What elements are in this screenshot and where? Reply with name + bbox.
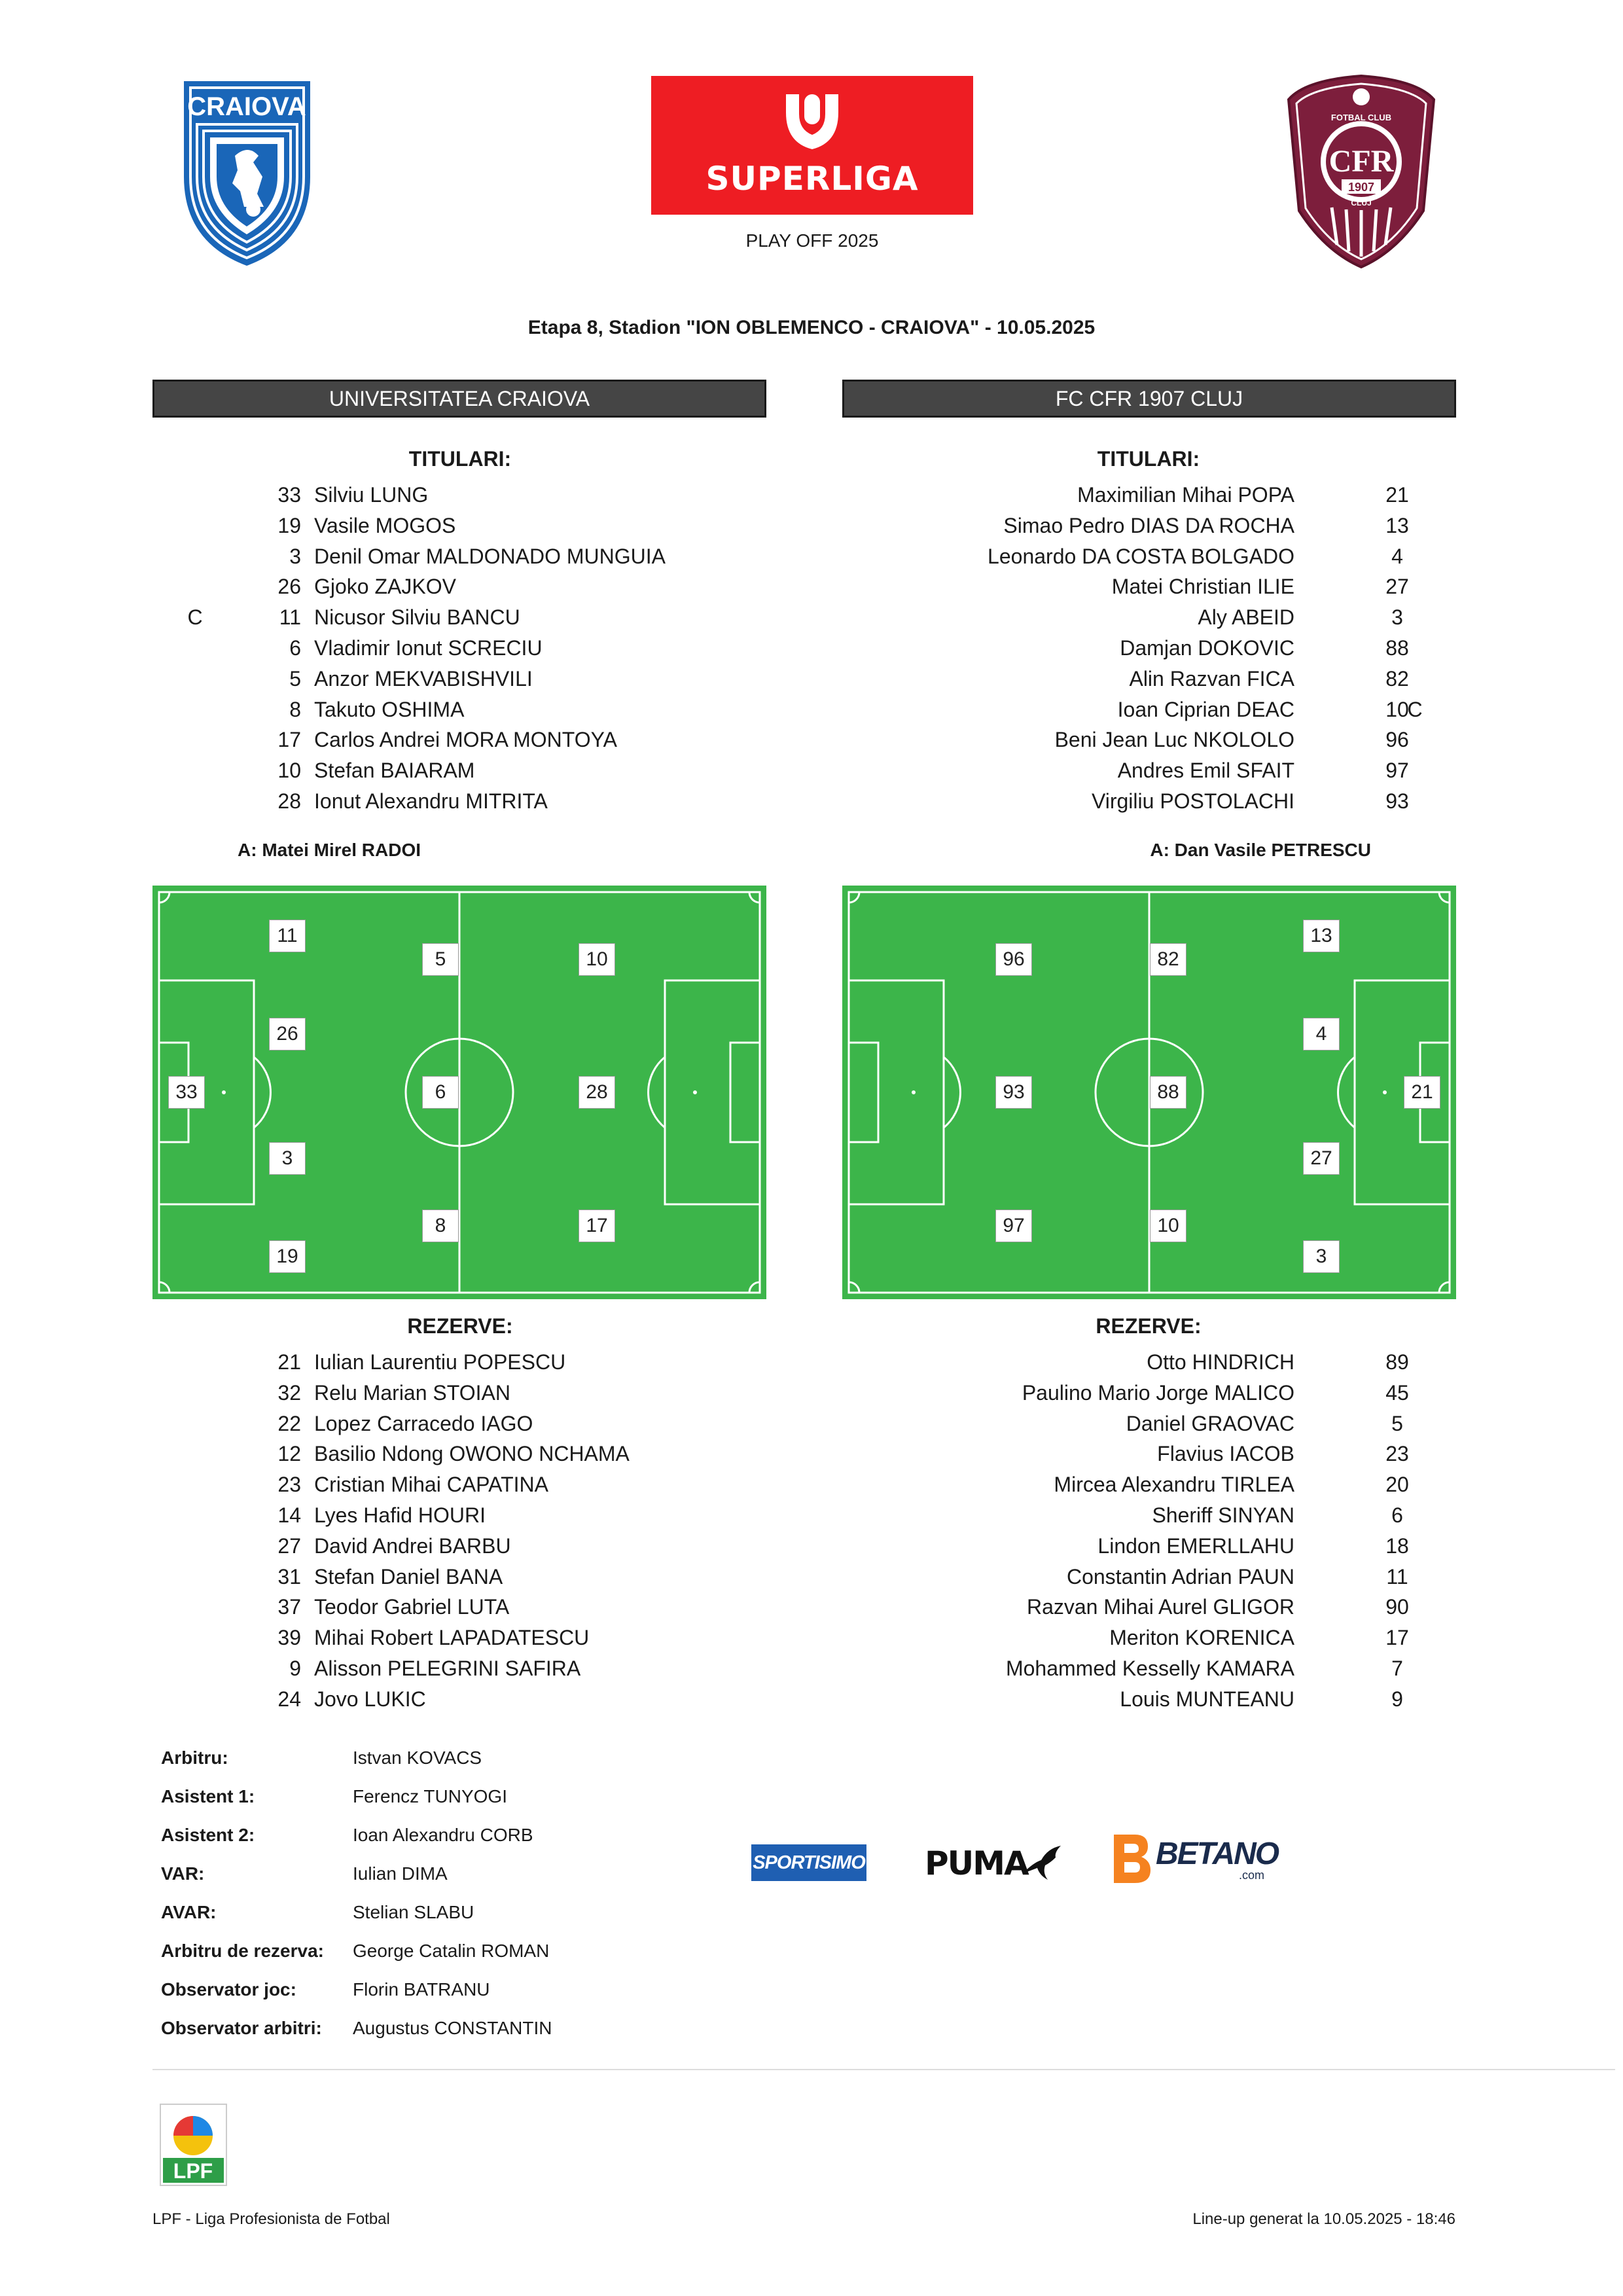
player-shirt: 3	[269, 1142, 306, 1175]
away-coach: A: Dan Vasile PETRESCU	[1150, 840, 1371, 860]
player-name: Maximilian Mihai POPA	[1077, 483, 1294, 507]
player-name: Vasile MOGOS	[314, 513, 456, 537]
superliga-word: SUPERLIGA	[705, 160, 919, 198]
player-row	[842, 1347, 1456, 1378]
player-row	[152, 1531, 766, 1562]
player-shirt: 4	[1303, 1018, 1340, 1050]
cfr-crest-logo	[1286, 73, 1436, 270]
player-number: 33	[277, 483, 301, 507]
footer-divider	[152, 2069, 1615, 2070]
away-starters-title: TITULARI:	[1097, 447, 1200, 471]
player-number: 11	[279, 605, 301, 630]
player-shirt: 10	[1150, 1210, 1186, 1242]
player-number: 27	[1385, 575, 1409, 599]
player-number: 12	[277, 1442, 301, 1466]
player-shirt: 93	[995, 1076, 1032, 1109]
player-number: 96	[1385, 728, 1409, 752]
player-name: Basilio Ndong OWONO NCHAMA	[314, 1442, 630, 1466]
player-name: Damjan DOKOVIC	[1120, 636, 1294, 660]
player-name: Mihai Robert LAPADATESCU	[314, 1626, 590, 1650]
official-row	[161, 1970, 619, 2009]
player-name: Aly ABEID	[1198, 605, 1294, 630]
player-shirt: 26	[269, 1018, 306, 1050]
official-name: George Catalin ROMAN	[353, 1941, 550, 1961]
puma-logo	[925, 1839, 1062, 1885]
player-name: Daniel GRAOVAC	[1126, 1411, 1294, 1435]
player-row	[842, 1623, 1456, 1653]
player-shirt: 97	[995, 1210, 1032, 1242]
player-number: 28	[277, 789, 301, 813]
player-row	[152, 1562, 766, 1592]
superliga-logo	[651, 76, 973, 215]
player-number: 6	[289, 636, 301, 660]
player-name: Andres Emil SFAIT	[1117, 759, 1294, 783]
player-row	[842, 1378, 1456, 1408]
player-row	[152, 541, 766, 572]
player-row	[152, 511, 766, 541]
player-name: Stefan Daniel BANA	[314, 1564, 503, 1588]
home-coach: A: Matei Mirel RADOI	[238, 840, 421, 860]
player-shirt: 17	[579, 1210, 615, 1242]
player-number: 20	[1385, 1473, 1409, 1497]
cfr-crest-year: 1907	[1347, 181, 1375, 194]
official-name: Iulian DIMA	[353, 1863, 448, 1884]
player-row	[152, 755, 766, 786]
player-row	[842, 1592, 1456, 1623]
away-formation-pitch	[842, 886, 1456, 1299]
player-row	[152, 571, 766, 602]
officials-table	[161, 1738, 619, 2047]
player-number: 8	[289, 697, 301, 721]
player-number: 21	[1385, 483, 1409, 507]
player-name: Relu Marian STOIAN	[314, 1380, 510, 1405]
player-name: Denil Omar MALDONADO MUNGUIA	[314, 544, 666, 568]
footer-organization: LPF - Liga Profesionista de Fotbal	[152, 2210, 390, 2228]
player-shirt: 27	[1303, 1142, 1340, 1175]
player-row	[842, 511, 1456, 541]
player-name: Simao Pedro DIAS DA ROCHA	[1003, 513, 1294, 537]
player-row	[152, 725, 766, 755]
player-row	[842, 1408, 1456, 1439]
player-row	[842, 633, 1456, 664]
player-number: 4	[1391, 544, 1403, 568]
player-row	[842, 1531, 1456, 1562]
away-team-bar: FC CFR 1907 CLUJ	[842, 380, 1456, 418]
player-row	[152, 1347, 766, 1378]
official-role: Observator arbitri:	[161, 2018, 322, 2038]
player-number: 10	[1385, 697, 1409, 721]
official-name: Augustus CONSTANTIN	[353, 2018, 552, 2038]
player-name: Mohammed Kesselly KAMARA	[1005, 1656, 1294, 1680]
sportisimo-logo: SPORTISIMO	[751, 1844, 866, 1881]
official-row	[161, 1816, 619, 1854]
player-number: 13	[1385, 513, 1409, 537]
player-number: 88	[1385, 636, 1409, 660]
pitch-markings	[152, 886, 766, 1299]
player-row	[152, 633, 766, 664]
player-row	[152, 1378, 766, 1408]
player-row	[842, 1500, 1456, 1531]
player-shirt: 10	[579, 943, 615, 976]
player-shirt: 11	[269, 920, 306, 952]
official-role: Asistent 2:	[161, 1825, 255, 1845]
player-name: Lopez Carracedo IAGO	[314, 1411, 533, 1435]
player-number: 97	[1385, 759, 1409, 783]
home-reserves-title: REZERVE:	[407, 1314, 513, 1338]
player-row	[842, 602, 1456, 633]
player-row	[152, 694, 766, 725]
cfr-crest-bottom-text: CLUJ	[1351, 198, 1372, 207]
player-name: Vladimir Ionut SCRECIU	[314, 636, 543, 660]
player-name: Sheriff SINYAN	[1152, 1503, 1294, 1527]
official-row	[161, 1854, 619, 1893]
player-name: Virgiliu POSTOLACHI	[1091, 789, 1294, 813]
official-row	[161, 1738, 619, 1777]
player-name: Teodor Gabriel LUTA	[314, 1595, 510, 1619]
official-role: Asistent 1:	[161, 1786, 255, 1806]
player-shirt: 21	[1404, 1076, 1440, 1109]
home-formation-pitch	[152, 886, 766, 1299]
player-row	[152, 1623, 766, 1653]
player-row	[842, 571, 1456, 602]
cfr-crest-top-text: FOTBAL CLUB	[1330, 113, 1392, 122]
player-number: 19	[277, 513, 301, 537]
official-name: Florin BATRANU	[353, 1979, 490, 2000]
player-name: Beni Jean Luc NKOLOLO	[1054, 728, 1294, 752]
player-number: 89	[1385, 1350, 1409, 1374]
puma-word: PUMA	[925, 1844, 1028, 1882]
player-name: Ionut Alexandru MITRITA	[314, 789, 548, 813]
player-name: Anzor MEKVABISHVILI	[314, 666, 533, 691]
away-starters-list	[842, 480, 1456, 817]
official-name: Stelian SLABU	[353, 1902, 474, 1922]
player-row	[152, 1469, 766, 1500]
player-number: 21	[277, 1350, 301, 1374]
away-reserves-list	[842, 1347, 1456, 1715]
player-name: Otto HINDRICH	[1147, 1350, 1294, 1374]
player-name: Alisson PELEGRINI SAFIRA	[314, 1656, 581, 1680]
player-row	[152, 1408, 766, 1439]
official-name: Ioan Alexandru CORB	[353, 1825, 533, 1845]
player-shirt: 13	[1303, 920, 1340, 952]
player-name: Lindon EMERLLAHU	[1097, 1534, 1294, 1558]
player-row	[842, 725, 1456, 755]
home-starters-title: TITULARI:	[408, 447, 512, 471]
player-name: Gjoko ZAJKOV	[314, 575, 456, 599]
player-number: 93	[1385, 789, 1409, 813]
player-number: 5	[289, 666, 301, 691]
player-number: 45	[1385, 1380, 1409, 1405]
player-row	[842, 541, 1456, 572]
player-number: 27	[277, 1534, 301, 1558]
player-row	[842, 755, 1456, 786]
official-role: AVAR:	[161, 1902, 217, 1922]
player-name: Louis MUNTEANU	[1120, 1687, 1294, 1711]
player-name: Takuto OSHIMA	[314, 697, 465, 721]
player-number: 18	[1385, 1534, 1409, 1558]
home-team-bar: UNIVERSITATEA CRAIOVA	[152, 380, 766, 418]
player-row	[152, 480, 766, 511]
player-shirt: 5	[422, 943, 459, 976]
footer-generated-timestamp: Line-up generat la 10.05.2025 - 18:46	[1192, 2210, 1455, 2228]
official-role: VAR:	[161, 1863, 205, 1884]
betano-word: BETANO	[1156, 1837, 1279, 1871]
player-number: 39	[277, 1626, 301, 1650]
player-row	[842, 1684, 1456, 1715]
player-row	[842, 694, 1456, 725]
official-role: Observator joc:	[161, 1979, 296, 2000]
player-name: Cristian Mihai CAPATINA	[314, 1473, 548, 1497]
player-name: Razvan Mihai Aurel GLIGOR	[1026, 1595, 1294, 1619]
player-number: 14	[277, 1503, 301, 1527]
player-number: 3	[1391, 605, 1403, 630]
player-shirt: 82	[1150, 943, 1186, 976]
player-shirt: 19	[269, 1240, 306, 1273]
player-name: Matei Christian ILIE	[1111, 575, 1294, 599]
competition-name: PLAY OFF 2025	[745, 230, 879, 251]
player-name: Lyes Hafid HOURI	[314, 1503, 486, 1527]
official-role: Arbitru:	[161, 1748, 228, 1768]
player-name: Silviu LUNG	[314, 483, 429, 507]
player-row	[152, 1439, 766, 1469]
player-name: Paulino Mario Jorge MALICO	[1022, 1380, 1294, 1405]
player-number: 6	[1391, 1503, 1403, 1527]
player-number: 24	[277, 1687, 301, 1711]
player-row	[842, 1469, 1456, 1500]
player-name: Jovo LUKIC	[314, 1687, 426, 1711]
lpf-logo	[159, 2103, 228, 2187]
official-row	[161, 1931, 619, 1970]
player-name: Ioan Ciprian DEAC	[1117, 697, 1294, 721]
player-name: Flavius IACOB	[1157, 1442, 1294, 1466]
player-row	[842, 786, 1456, 817]
player-name: Constantin Adrian PAUN	[1066, 1564, 1294, 1588]
player-row	[152, 1500, 766, 1531]
betano-suffix: .com	[1239, 1869, 1265, 1882]
player-row	[152, 664, 766, 694]
player-number: 32	[277, 1380, 301, 1405]
official-row	[161, 1777, 619, 1816]
player-number: 9	[1391, 1687, 1403, 1711]
official-name: Ferencz TUNYOGI	[353, 1786, 507, 1806]
craiova-crest-text: CRAIOVA	[187, 92, 306, 121]
player-name: Meriton KORENICA	[1109, 1626, 1294, 1650]
player-number: 5	[1391, 1411, 1403, 1435]
player-number: 82	[1385, 666, 1409, 691]
player-number: 7	[1391, 1656, 1403, 1680]
player-number: 22	[277, 1411, 301, 1435]
player-shirt: 8	[422, 1210, 459, 1242]
captain-badge: C	[187, 605, 203, 630]
player-number: 3	[289, 544, 301, 568]
player-number: 17	[1385, 1626, 1409, 1650]
player-number: 10	[277, 759, 301, 783]
official-row	[161, 1893, 619, 1931]
player-name: Alin Razvan FICA	[1129, 666, 1294, 691]
betano-logo	[1105, 1829, 1279, 1888]
player-number: 26	[277, 575, 301, 599]
trophy-icon	[779, 89, 845, 154]
cfr-crest-main-text: CFR	[1329, 144, 1394, 179]
lpf-logo-text: LPF	[173, 2159, 213, 2183]
player-row	[152, 602, 766, 633]
player-shirt: 3	[1303, 1240, 1340, 1273]
player-row	[152, 1653, 766, 1684]
craiova-crest-logo	[180, 79, 314, 268]
player-name: Carlos Andrei MORA MONTOYA	[314, 728, 617, 752]
player-number: 9	[289, 1656, 301, 1680]
player-shirt: 88	[1150, 1076, 1186, 1109]
player-name: Mircea Alexandru TIRLEA	[1054, 1473, 1294, 1497]
player-row	[842, 1439, 1456, 1469]
player-shirt: 28	[579, 1076, 615, 1109]
home-reserves-list	[152, 1347, 766, 1715]
player-name: Stefan BAIARAM	[314, 759, 475, 783]
player-row	[152, 1684, 766, 1715]
player-number: 23	[1385, 1442, 1409, 1466]
official-role: Arbitru de rezerva:	[161, 1941, 324, 1961]
player-number: 11	[1386, 1564, 1408, 1588]
player-row	[842, 480, 1456, 511]
betano-b-icon	[1105, 1829, 1154, 1888]
home-starters-list	[152, 480, 766, 817]
official-row	[161, 2009, 619, 2047]
player-shirt: 6	[422, 1076, 459, 1109]
official-name: Istvan KOVACS	[353, 1748, 482, 1768]
match-info: Etapa 8, Stadion "ION OBLEMENCO - CRAIOVA" - 10.05.2025	[527, 317, 1096, 338]
player-shirt: 33	[168, 1076, 205, 1109]
player-row	[842, 1562, 1456, 1592]
player-row	[842, 664, 1456, 694]
pitch-markings	[842, 886, 1456, 1299]
player-shirt: 96	[995, 943, 1032, 976]
player-name: David Andrei BARBU	[314, 1534, 511, 1558]
puma-cat-icon	[1022, 1843, 1062, 1881]
player-number: 37	[277, 1595, 301, 1619]
player-row	[152, 1592, 766, 1623]
player-row	[152, 786, 766, 817]
player-name: Iulian Laurentiu POPESCU	[314, 1350, 566, 1374]
player-name: Leonardo DA COSTA BOLGADO	[988, 544, 1294, 568]
player-name: Nicusor Silviu BANCU	[314, 605, 520, 630]
player-number: 90	[1385, 1595, 1409, 1619]
player-number: 23	[277, 1473, 301, 1497]
away-reserves-title: REZERVE:	[1096, 1314, 1202, 1338]
captain-badge: C	[1407, 697, 1423, 721]
player-number: 17	[277, 728, 301, 752]
player-number: 31	[277, 1564, 301, 1588]
player-row	[842, 1653, 1456, 1684]
